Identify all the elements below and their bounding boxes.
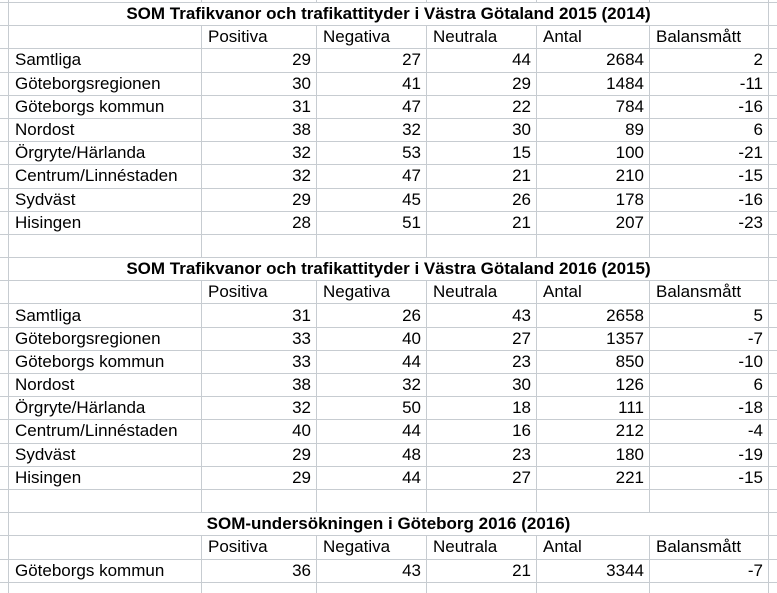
- gutter-cell: [0, 212, 9, 234]
- value-cell[interactable]: 26: [427, 189, 537, 211]
- table-row: [0, 119, 777, 142]
- value-cell[interactable]: 1484: [537, 73, 650, 95]
- column-header-row: [0, 281, 777, 304]
- cell-blank[interactable]: [317, 0, 427, 2]
- column-header-cell[interactable]: Neutrala: [427, 281, 537, 303]
- table-title-row: [0, 513, 777, 536]
- value-cell[interactable]: 21: [427, 212, 537, 234]
- value-cell[interactable]: -16: [650, 96, 769, 118]
- value-cell[interactable]: 48: [317, 444, 427, 466]
- table-row: [0, 374, 777, 397]
- gutter-cell: [0, 467, 9, 489]
- row-label-cell[interactable]: Sydväst: [9, 444, 202, 466]
- cell-blank[interactable]: [427, 583, 537, 593]
- gutter-cell: [0, 281, 9, 303]
- value-cell[interactable]: 28: [202, 212, 317, 234]
- cell-blank[interactable]: [537, 0, 650, 2]
- cell-blank[interactable]: [537, 490, 650, 512]
- value-cell[interactable]: 16: [427, 420, 537, 442]
- gutter-cell: [0, 444, 9, 466]
- value-cell[interactable]: 3344: [537, 560, 650, 582]
- cell-blank[interactable]: [427, 235, 537, 257]
- value-cell[interactable]: 22: [427, 96, 537, 118]
- row-label-cell[interactable]: Nordost: [9, 119, 202, 141]
- spacer-row: [0, 490, 777, 513]
- value-cell[interactable]: 53: [317, 142, 427, 164]
- value-cell[interactable]: 29: [202, 444, 317, 466]
- gutter-cell: [769, 351, 777, 373]
- cell-blank[interactable]: [9, 235, 202, 257]
- value-cell[interactable]: 30: [427, 374, 537, 396]
- row-label-cell[interactable]: Samtliga: [9, 304, 202, 326]
- column-header-cell[interactable]: Positiva: [202, 536, 317, 558]
- row-label-cell[interactable]: Göteborgsregionen: [9, 328, 202, 350]
- cell-blank[interactable]: [202, 235, 317, 257]
- table-row: [0, 142, 777, 165]
- value-cell[interactable]: 18: [427, 397, 537, 419]
- table-row: [0, 444, 777, 467]
- column-header-cell[interactable]: Positiva: [202, 26, 317, 48]
- column-header-cell[interactable]: Balansmått: [650, 281, 769, 303]
- gutter-cell: [769, 258, 777, 280]
- cell-blank[interactable]: [427, 0, 537, 2]
- gutter-cell: [0, 3, 9, 25]
- value-cell[interactable]: 100: [537, 142, 650, 164]
- gutter-cell: [769, 0, 777, 2]
- value-cell[interactable]: -7: [650, 560, 769, 582]
- gutter-cell: [0, 189, 9, 211]
- gutter-cell: [769, 328, 777, 350]
- gutter-cell: [769, 397, 777, 419]
- cell-blank[interactable]: [9, 281, 202, 303]
- row-label-cell[interactable]: Göteborgsregionen: [9, 73, 202, 95]
- value-cell[interactable]: 38: [202, 374, 317, 396]
- gutter-cell: [0, 583, 9, 593]
- value-cell[interactable]: 51: [317, 212, 427, 234]
- gutter-cell: [769, 420, 777, 442]
- value-cell[interactable]: 41: [317, 73, 427, 95]
- value-cell[interactable]: 178: [537, 189, 650, 211]
- value-cell[interactable]: 207: [537, 212, 650, 234]
- gutter-cell: [0, 165, 9, 187]
- value-cell[interactable]: -15: [650, 165, 769, 187]
- value-cell[interactable]: 32: [202, 397, 317, 419]
- gutter-cell: [0, 0, 9, 2]
- value-cell[interactable]: 32: [317, 119, 427, 141]
- cell-blank[interactable]: [9, 536, 202, 558]
- gutter-cell: [0, 560, 9, 582]
- value-cell[interactable]: 111: [537, 397, 650, 419]
- gutter-cell: [769, 304, 777, 326]
- gutter-cell: [769, 165, 777, 187]
- table-row: [0, 96, 777, 119]
- gutter-cell: [769, 189, 777, 211]
- value-cell[interactable]: -19: [650, 444, 769, 466]
- value-cell[interactable]: -7: [650, 328, 769, 350]
- cell-blank[interactable]: [9, 0, 202, 2]
- value-cell[interactable]: 40: [317, 328, 427, 350]
- cell-blank[interactable]: [317, 235, 427, 257]
- gutter-cell: [769, 513, 777, 535]
- cell-blank[interactable]: [202, 583, 317, 593]
- cell-blank[interactable]: [317, 583, 427, 593]
- column-header-cell[interactable]: Balansmått: [650, 26, 769, 48]
- column-header-cell[interactable]: Negativa: [317, 281, 427, 303]
- gutter-cell: [769, 73, 777, 95]
- gutter-cell: [0, 420, 9, 442]
- value-cell[interactable]: -16: [650, 189, 769, 211]
- gutter-cell: [0, 26, 9, 48]
- value-cell[interactable]: 850: [537, 351, 650, 373]
- row-label-cell[interactable]: Nordost: [9, 374, 202, 396]
- gutter-cell: [769, 26, 777, 48]
- gutter-cell: [0, 96, 9, 118]
- value-cell[interactable]: 29: [202, 189, 317, 211]
- gutter-cell: [0, 490, 9, 512]
- value-cell[interactable]: -23: [650, 212, 769, 234]
- value-cell[interactable]: 44: [317, 351, 427, 373]
- value-cell[interactable]: -11: [650, 73, 769, 95]
- value-cell[interactable]: 89: [537, 119, 650, 141]
- value-cell[interactable]: -15: [650, 467, 769, 489]
- value-cell[interactable]: 38: [202, 119, 317, 141]
- column-header-row: [0, 536, 777, 559]
- table-row: [0, 189, 777, 212]
- value-cell[interactable]: 32: [317, 374, 427, 396]
- value-cell[interactable]: 2684: [537, 49, 650, 71]
- value-cell[interactable]: 212: [537, 420, 650, 442]
- table-row: [0, 397, 777, 420]
- row-label-cell[interactable]: Örgryte/Härlanda: [9, 142, 202, 164]
- value-cell[interactable]: 33: [202, 351, 317, 373]
- value-cell[interactable]: 44: [317, 420, 427, 442]
- row-label-cell[interactable]: Göteborgs kommun: [9, 560, 202, 582]
- gutter-cell: [769, 142, 777, 164]
- value-cell[interactable]: 32: [202, 165, 317, 187]
- table-row: [0, 467, 777, 490]
- cell-blank[interactable]: [317, 490, 427, 512]
- value-cell[interactable]: 47: [317, 165, 427, 187]
- value-cell[interactable]: 221: [537, 467, 650, 489]
- value-cell[interactable]: 45: [317, 189, 427, 211]
- value-cell[interactable]: 26: [317, 304, 427, 326]
- value-cell[interactable]: 15: [427, 142, 537, 164]
- column-header-row: [0, 26, 777, 49]
- row-label-cell[interactable]: Göteborgs kommun: [9, 96, 202, 118]
- value-cell[interactable]: 210: [537, 165, 650, 187]
- value-cell[interactable]: 36: [202, 560, 317, 582]
- value-cell[interactable]: 29: [202, 49, 317, 71]
- gutter-cell: [769, 583, 777, 593]
- gutter-cell: [769, 3, 777, 25]
- gutter-cell: [769, 281, 777, 303]
- value-cell[interactable]: 1357: [537, 328, 650, 350]
- row-label-cell[interactable]: Örgryte/Härlanda: [9, 397, 202, 419]
- value-cell[interactable]: 180: [537, 444, 650, 466]
- value-cell[interactable]: 30: [202, 73, 317, 95]
- table-row: [0, 420, 777, 443]
- table-row: [0, 560, 777, 583]
- gutter-cell: [0, 258, 9, 280]
- value-cell[interactable]: 2658: [537, 304, 650, 326]
- row-label-cell[interactable]: Sydväst: [9, 189, 202, 211]
- row-label-cell[interactable]: Hisingen: [9, 212, 202, 234]
- gutter-cell: [0, 513, 9, 535]
- cell-blank[interactable]: [9, 26, 202, 48]
- value-cell[interactable]: 31: [202, 96, 317, 118]
- column-header-cell[interactable]: Antal: [537, 26, 650, 48]
- value-cell[interactable]: 32: [202, 142, 317, 164]
- value-cell[interactable]: -21: [650, 142, 769, 164]
- cell-blank[interactable]: [650, 490, 769, 512]
- gutter-cell: [769, 374, 777, 396]
- value-cell[interactable]: 30: [427, 119, 537, 141]
- value-cell[interactable]: 21: [427, 560, 537, 582]
- value-cell[interactable]: 43: [427, 304, 537, 326]
- gutter-cell: [769, 212, 777, 234]
- value-cell[interactable]: -4: [650, 420, 769, 442]
- table-row: [0, 328, 777, 351]
- gutter-cell: [0, 374, 9, 396]
- table-row: [0, 212, 777, 235]
- table-row: [0, 165, 777, 188]
- table-row: [0, 351, 777, 374]
- table-row: [0, 73, 777, 96]
- gutter-cell: [0, 73, 9, 95]
- value-cell[interactable]: -18: [650, 397, 769, 419]
- gutter-cell: [0, 235, 9, 257]
- row-label-cell[interactable]: Centrum/Linnéstaden: [9, 165, 202, 187]
- column-header-cell[interactable]: Neutrala: [427, 536, 537, 558]
- value-cell[interactable]: 43: [317, 560, 427, 582]
- cell-blank[interactable]: [650, 583, 769, 593]
- value-cell[interactable]: 2: [650, 49, 769, 71]
- value-cell[interactable]: 21: [427, 165, 537, 187]
- cell-blank[interactable]: [202, 0, 317, 2]
- gutter-cell: [769, 536, 777, 558]
- value-cell[interactable]: 47: [317, 96, 427, 118]
- gutter-cell: [769, 49, 777, 71]
- table-row: [0, 304, 777, 327]
- gutter-cell: [769, 490, 777, 512]
- table-title-cell[interactable]: SOM Trafikvanor och trafikattityder i Västra Götaland 2015 (2014): [9, 3, 769, 25]
- value-cell[interactable]: 29: [202, 467, 317, 489]
- gutter-cell: [769, 467, 777, 489]
- gutter-cell: [769, 119, 777, 141]
- value-cell[interactable]: 27: [427, 467, 537, 489]
- cell-blank[interactable]: [9, 583, 202, 593]
- value-cell[interactable]: 23: [427, 351, 537, 373]
- gutter-cell: [0, 397, 9, 419]
- cell-blank[interactable]: [537, 235, 650, 257]
- value-cell[interactable]: 40: [202, 420, 317, 442]
- gutter-cell: [0, 351, 9, 373]
- table-title-row: [0, 258, 777, 281]
- value-cell[interactable]: 126: [537, 374, 650, 396]
- value-cell[interactable]: -10: [650, 351, 769, 373]
- value-cell[interactable]: 29: [427, 73, 537, 95]
- value-cell[interactable]: 6: [650, 374, 769, 396]
- column-header-cell[interactable]: Neutrala: [427, 26, 537, 48]
- value-cell[interactable]: 6: [650, 119, 769, 141]
- column-header-cell[interactable]: Negativa: [317, 536, 427, 558]
- gutter-cell: [0, 328, 9, 350]
- row-label-cell[interactable]: Samtliga: [9, 49, 202, 71]
- row-label-cell[interactable]: Centrum/Linnéstaden: [9, 420, 202, 442]
- value-cell[interactable]: 33: [202, 328, 317, 350]
- column-header-cell[interactable]: Antal: [537, 281, 650, 303]
- gutter-cell: [769, 96, 777, 118]
- gutter-cell: [0, 119, 9, 141]
- cell-blank[interactable]: [650, 235, 769, 257]
- row-label-cell[interactable]: Hisingen: [9, 467, 202, 489]
- value-cell[interactable]: 27: [317, 49, 427, 71]
- value-cell[interactable]: 50: [317, 397, 427, 419]
- table-title-cell[interactable]: SOM-undersökningen i Göteborg 2016 (2016): [9, 513, 769, 535]
- cell-blank[interactable]: [650, 0, 769, 2]
- table-title-cell[interactable]: SOM Trafikvanor och trafikattityder i Västra Götaland 2016 (2015): [9, 258, 769, 280]
- table-title-row: [0, 3, 777, 26]
- column-header-cell[interactable]: Balansmått: [650, 536, 769, 558]
- value-cell[interactable]: 44: [427, 49, 537, 71]
- gutter-cell: [0, 142, 9, 164]
- value-cell[interactable]: 31: [202, 304, 317, 326]
- spacer-row: [0, 235, 777, 258]
- value-cell[interactable]: 23: [427, 444, 537, 466]
- cell-blank[interactable]: [537, 583, 650, 593]
- column-header-cell[interactable]: Antal: [537, 536, 650, 558]
- gutter-cell: [0, 304, 9, 326]
- gutter-cell: [769, 444, 777, 466]
- gutter-cell: [0, 49, 9, 71]
- cell-blank[interactable]: [9, 490, 202, 512]
- value-cell[interactable]: 44: [317, 467, 427, 489]
- partial-row-bottom: [0, 583, 777, 593]
- value-cell[interactable]: 27: [427, 328, 537, 350]
- table-row: [0, 49, 777, 72]
- value-cell[interactable]: 5: [650, 304, 769, 326]
- column-header-cell[interactable]: Positiva: [202, 281, 317, 303]
- gutter-cell: [769, 560, 777, 582]
- gutter-cell: [0, 536, 9, 558]
- cell-blank[interactable]: [427, 490, 537, 512]
- column-header-cell[interactable]: Negativa: [317, 26, 427, 48]
- gutter-cell: [769, 235, 777, 257]
- cell-blank[interactable]: [202, 490, 317, 512]
- value-cell[interactable]: 784: [537, 96, 650, 118]
- row-label-cell[interactable]: Göteborgs kommun: [9, 351, 202, 373]
